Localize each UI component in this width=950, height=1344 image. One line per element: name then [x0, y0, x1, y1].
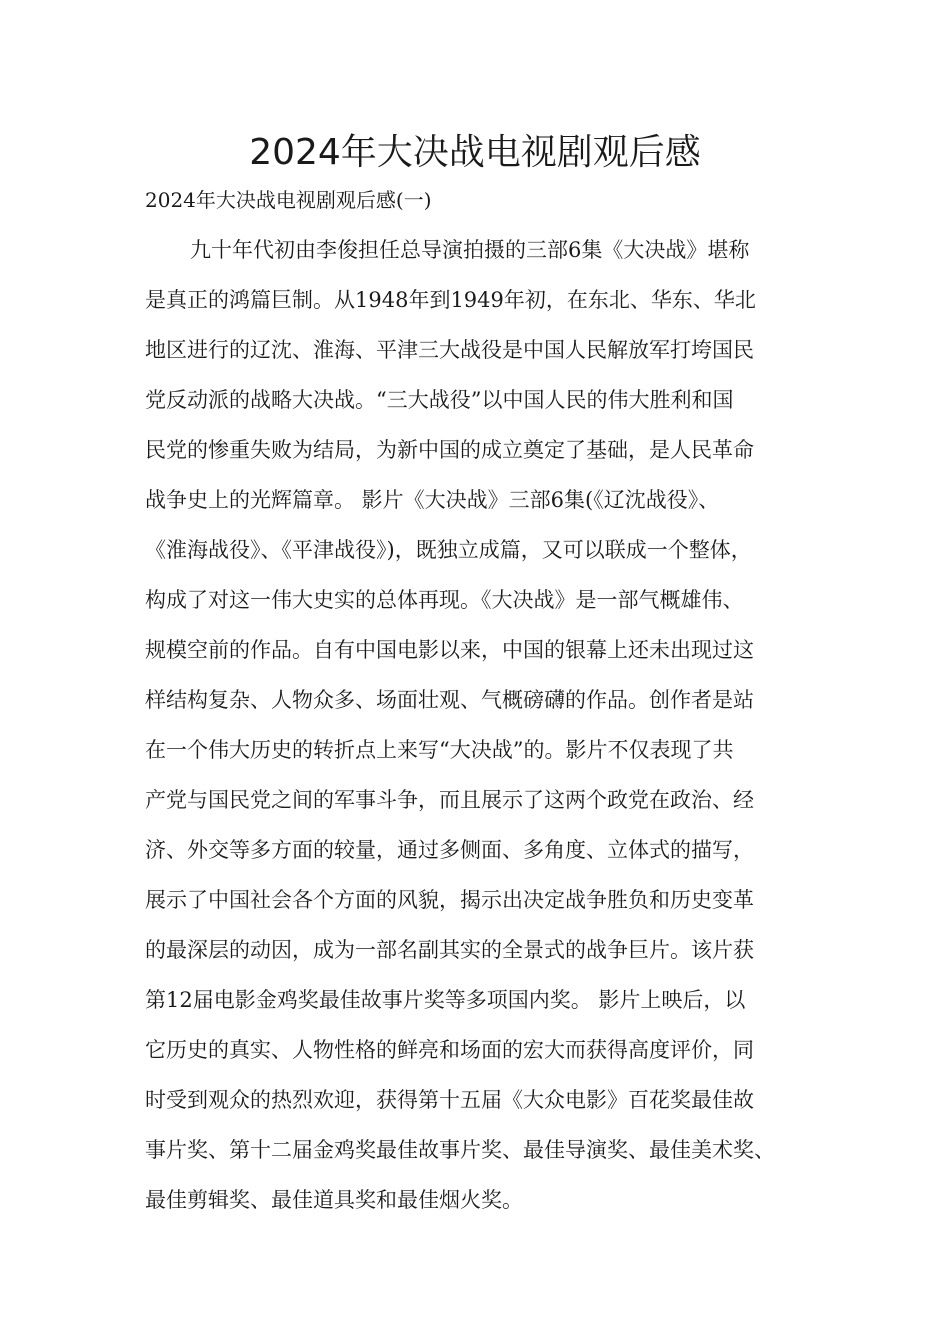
body-line: 九十年代初由李俊担任总导演拍摄的三部6集《大决战》堪称 [190, 238, 750, 262]
body-line: 党反动派的战略大决战。“三大战役”以中国人民的伟大胜利和国 [145, 388, 734, 412]
document-title: 2024年大决战电视剧观后感 [249, 132, 701, 173]
body-line: 规模空前的作品。自有中国电影以来，中国的银幕上还未出现过这 [145, 638, 754, 662]
body-line: 战争史上的光辉篇章。 影片《大决战》三部6集(《辽沈战役》、 [145, 488, 720, 512]
body-line: 济、外交等多方面的较量，通过多侧面、多角度、立体式的描写， [145, 838, 754, 862]
body-line: 《淮海战役》、《平津战役》)，既独立成篇，又可以联成一个整体， [145, 538, 752, 562]
body-line: 第12届电影金鸡奖最佳故事片奖等多项国内奖。 影片上映后，以 [145, 988, 746, 1012]
body-line: 民党的惨重失败为结局，为新中国的成立奠定了基础，是人民革命 [145, 438, 754, 462]
body-line: 时受到观众的热烈欢迎，获得第十五届《大众电影》百花奖最佳故 [145, 1088, 754, 1112]
body-line: 在一个伟大历史的转折点上来写“大决战”的。影片不仅表现了共 [145, 738, 734, 762]
body-line: 最佳剪辑奖、最佳道具奖和最佳烟火奖。 [145, 1188, 523, 1212]
body-line: 是真正的鸿篇巨制。从1948年到1949年初，在东北、华东、华北 [145, 288, 756, 312]
body-line: 构成了对这一伟大史实的总体再现。《大决战》是一部气概雄伟、 [145, 588, 744, 612]
body-line: 样结构复杂、人物众多、场面壮观、气概磅礴的作品。创作者是站 [145, 688, 754, 712]
document-body [145, 236, 835, 1236]
body-line: 它历史的真实、人物性格的鲜亮和场面的宏大而获得高度评价，同 [145, 1038, 754, 1062]
body-line: 的最深层的动因，成为一部名副其实的全景式的战争巨片。该片获 [145, 938, 754, 962]
body-line: 展示了中国社会各个方面的风貌，揭示出决定战争胜负和历史变革 [145, 888, 754, 912]
body-line: 事片奖、第十二届金鸡奖最佳故事片奖、最佳导演奖、最佳美术奖、 [145, 1138, 775, 1162]
document-subtitle: 2024年大决战电视剧观后感(一) [145, 188, 432, 212]
body-line: 产党与国民党之间的军事斗争，而且展示了这两个政党在政治、经 [145, 788, 754, 812]
body-line: 地区进行的辽沈、淮海、平津三大战役是中国人民解放军打垮国民 [145, 338, 754, 362]
